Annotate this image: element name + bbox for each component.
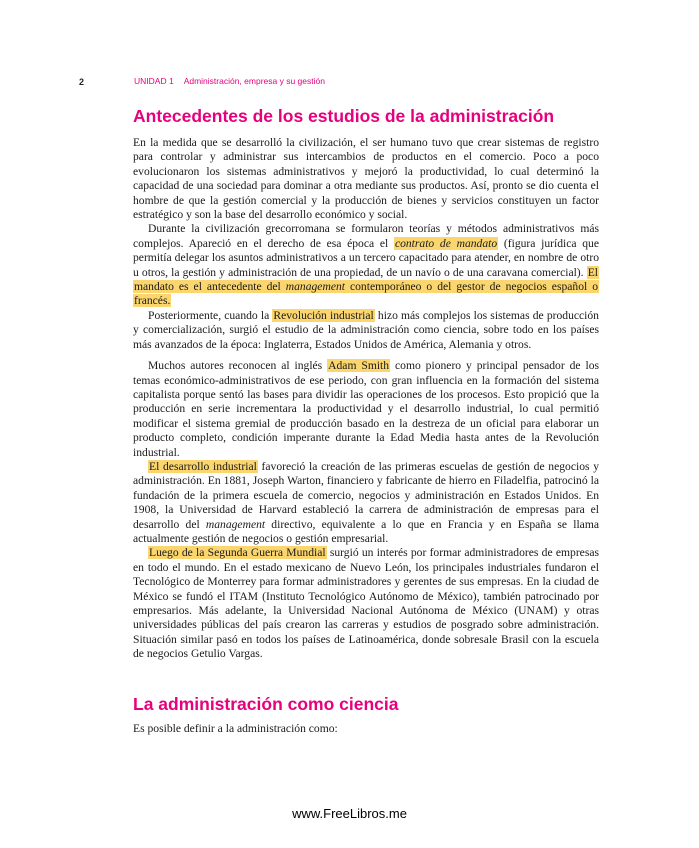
paragraph-4 — [133, 359, 599, 460]
text: como pionero y principal pensador de los temas económico-administrativos de ese periodo, con gran influencia en la formación del sistema capitalista porque sentó las bases para dividir las operaciones de los procesos. Esto propició que la producción en serie incrementara la productividad y el desarrollo industrial, lo cual permitió modificar el sistema gremial de producción basado en la destreza de un oficial para elaborar un producto completo, condición imperante durante la Edad Media hasta antes de la Revolución industrial. — [133, 359, 600, 459]
paragraph-5 — [133, 460, 599, 546]
section-body-antecedentes — [133, 136, 599, 662]
text: Durante la civilización grecorromana se formularon teorías y métodos administrativos más complejos. Apareció en el derecho de esa época el — [133, 222, 599, 250]
section-title-ciencia: La administración como ciencia — [133, 694, 399, 714]
text: Posteriormente, cuando la — [148, 308, 273, 322]
text: contemporáneo o del gestor de negocios español o francés. — [134, 280, 598, 308]
section-title-antecedentes: Antecedentes de los estudios de la administración — [133, 106, 555, 126]
highlight-contrato-de-mandato: contrato de mandato — [394, 236, 498, 250]
highlight-segunda-guerra-mundial: Luego de la Segunda Guerra Mundial — [149, 546, 326, 560]
text: surgió un interés por formar administradores de empresas en todo el mundo. En el estado mexicano de Nuevo León, los principales industriales fundaron el Tecnológico de Monterrey para formar administradores y gerentes de sus empresas. En la ciudad de México se fundó el ITAM (Instituto Tecnológico Autónomo de México), también patrocinado por empresarios. Más adelante, la Universidad Nacional Autónoma de México (UNAM) y otras universidades públicas del país crearon las carreras y estudios de posgrado sobre administración. Situación similar pasó en todos los países de Latinoamérica, donde sobresale Brasil con la escuela de negocios Getulio Vargas. — [133, 546, 599, 661]
text: favoreció la creación de las primeras escuelas de gestión de negocios y administración. En 1881, Joseph Warton, financiero y fabricante de hierro en Filadelfia, patrocinó la fundación de la primera escuela de comercio, negocios y administración en Estados Unidos. En 1908, la Universidad de Harvard estableció la carrera de administración de empresas para el desarrollo del — [133, 459, 599, 531]
paragraph-3 — [133, 309, 599, 352]
page-number: 2 — [79, 77, 85, 87]
text: El mandato es el antecedente del — [134, 265, 598, 294]
text: hizo más complejos los sistemas de producción y comercialización, surgió el estudio de la administración como ciencia, sobre todo en los países más avanzados de la época: Inglaterra, Estados Unidos de América, Alemania y otros. — [133, 308, 599, 351]
running-head — [134, 76, 325, 86]
highlight-adam-smith: Adam Smith — [328, 359, 390, 373]
highlight-desarrollo-industrial: El desarrollo industrial — [149, 459, 257, 473]
paragraph-6 — [133, 546, 599, 661]
section-intro: Es posible definir a la administración como: — [133, 722, 338, 735]
paragraph-2 — [133, 222, 599, 308]
unit-title: Administración, empresa y su gestión — [183, 76, 325, 86]
paragraph-1: En la medida que se desarrolló la civilización, el ser humano tuvo que crear sistemas de registro para controlar y administrar sus intercambios de productos en el comercio. Poco a poco evolucionaron los sistemas administrativos y mejoró la productividad, lo cual determinó la capacidad de una sociedad para dominar a otra mediante sus productos. Así, pronto se dio cuenta el hombre de que la gestión comercial y la producción de bienes y servicios constituyen un factor estratégico y son la base del desarrollo económico y social. — [133, 136, 599, 222]
text: Muchos autores reconocen al inglés — [148, 359, 328, 373]
watermark-footer: www.FreeLibros.me — [292, 806, 407, 821]
italic-term: management — [285, 280, 345, 294]
highlight-revolucion-industrial: Revolución industrial — [273, 308, 374, 322]
text: (figura jurídica que permitía delegar los asuntos administrativos a un tercero capacitado para atender, en nombre de otro u otros, la gestión y administración de una propiedad, de un navío o de una caravana comercial). — [133, 236, 599, 279]
italic-term: management — [205, 517, 266, 531]
unit-label: UNIDAD 1 — [134, 76, 174, 86]
text: directivo, equivalente a lo que en Francia y en España se llama actualmente gestión de negocios o gestión empresarial. — [133, 517, 599, 545]
